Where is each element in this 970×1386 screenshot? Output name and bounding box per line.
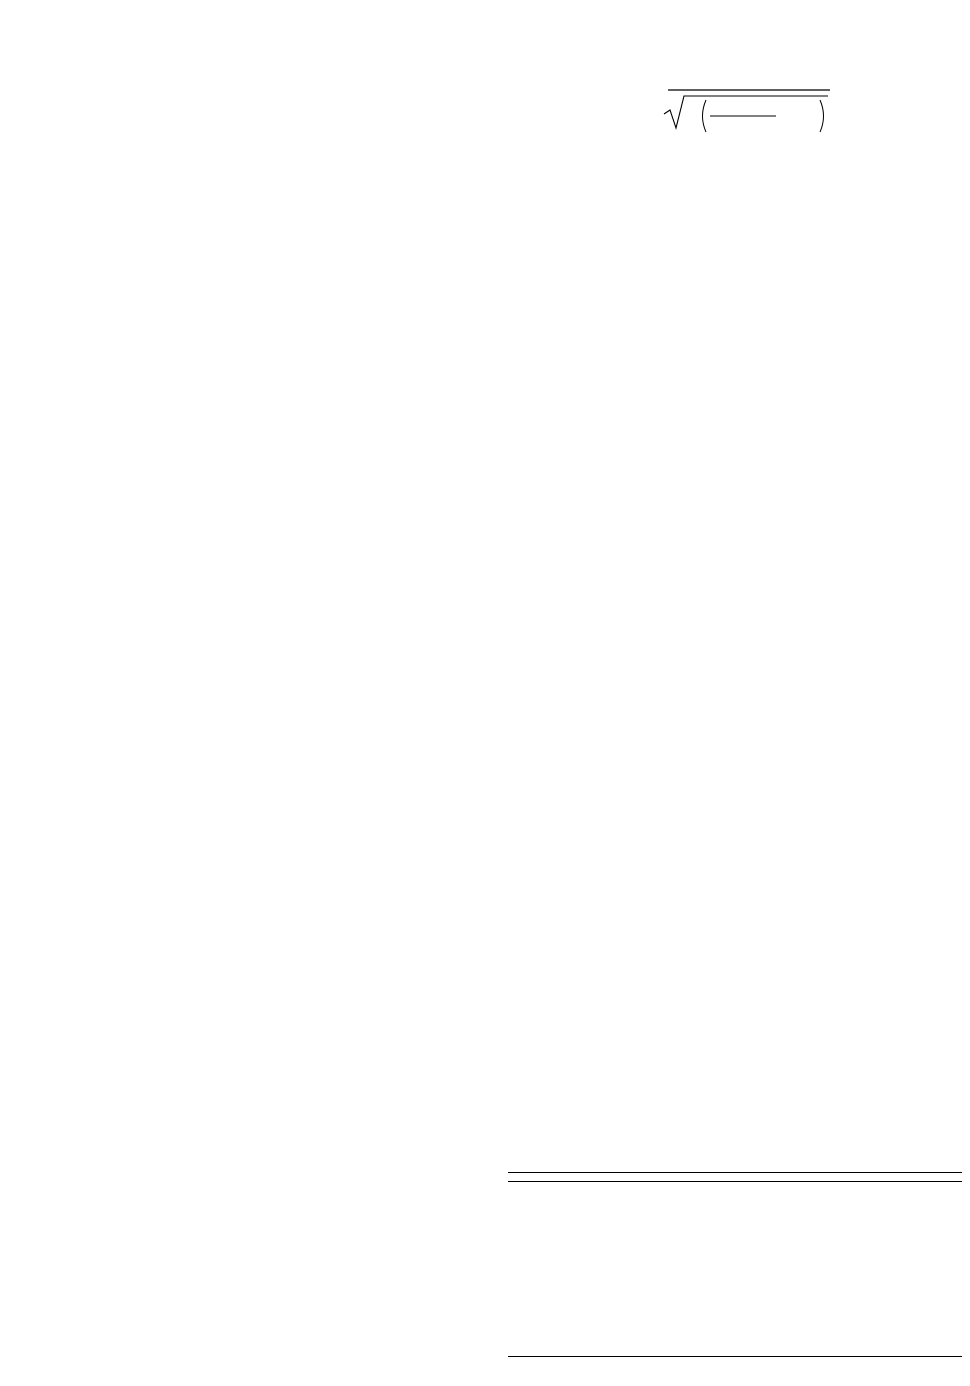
table-cell <box>871 1182 962 1212</box>
table-cell <box>871 1269 962 1298</box>
table-header <box>508 1173 599 1182</box>
table-cell <box>871 1211 962 1240</box>
table-cell <box>599 1211 690 1240</box>
table-cell <box>780 1298 871 1327</box>
table-cell <box>508 1269 599 1298</box>
table-cell <box>780 1211 871 1240</box>
table-cell <box>508 1327 599 1357</box>
page-header <box>0 4 970 28</box>
table-header-row <box>508 1173 962 1182</box>
table-cell <box>871 1327 962 1357</box>
table-cell <box>690 1240 781 1269</box>
table-row <box>508 1240 962 1269</box>
structural-parameters-table <box>508 1172 962 1357</box>
table-cell <box>599 1182 690 1212</box>
table-header <box>780 1173 871 1182</box>
table-header <box>599 1173 690 1182</box>
table-cell <box>599 1298 690 1327</box>
table-cell <box>780 1269 871 1298</box>
tolerance-factor-formula <box>598 50 966 136</box>
table-cell <box>780 1182 871 1212</box>
table-row <box>508 1182 962 1212</box>
table-cell <box>780 1240 871 1269</box>
table-cell <box>690 1211 781 1240</box>
table-cell <box>508 1211 599 1240</box>
table-cell <box>690 1269 781 1298</box>
left-column <box>4 40 462 60</box>
table-cell <box>780 1327 871 1357</box>
table-cell <box>871 1240 962 1269</box>
right-column <box>508 40 966 154</box>
table-cell <box>599 1240 690 1269</box>
formula-graphic <box>598 50 858 136</box>
table-cell <box>871 1298 962 1327</box>
table-header <box>690 1173 781 1182</box>
table-cell <box>690 1298 781 1327</box>
table-cell <box>690 1182 781 1212</box>
table-row <box>508 1298 962 1327</box>
table-cell <box>508 1240 599 1269</box>
table-cell <box>599 1269 690 1298</box>
table-header <box>871 1173 962 1182</box>
table-row <box>508 1327 962 1357</box>
table-row <box>508 1211 962 1240</box>
xrd-figure <box>24 885 460 1180</box>
table-cell <box>508 1298 599 1327</box>
table-row <box>508 1269 962 1298</box>
table-cell <box>599 1327 690 1357</box>
table-cell <box>508 1182 599 1212</box>
table-cell <box>690 1327 781 1357</box>
